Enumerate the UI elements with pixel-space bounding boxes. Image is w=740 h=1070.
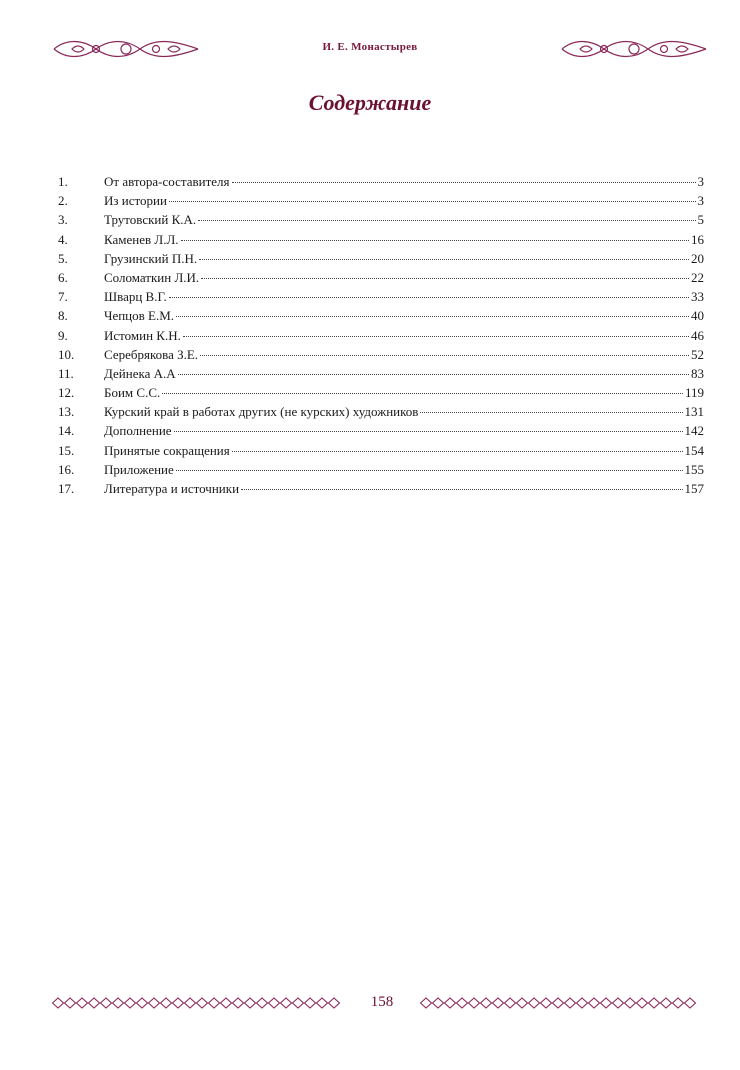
toc-entry-number: 9. <box>58 327 68 343</box>
toc-entry-label: Курский край в работах других (не курских) художников <box>104 404 419 420</box>
toc-dot-leader <box>176 316 689 317</box>
toc-dot-leader <box>162 393 683 394</box>
toc-entry-page: 154 <box>684 442 704 458</box>
page-number: 158 <box>370 994 394 1010</box>
toc-entry-label: Серебрякова З.Е. <box>104 346 199 362</box>
toc-entry-label: От автора-составителя <box>104 174 230 189</box>
toc-entry-page: 119 <box>684 385 704 401</box>
toc-dot-leader <box>176 470 683 471</box>
toc-dot-leader <box>420 412 682 413</box>
toc-entry <box>58 212 704 231</box>
toc-dot-leader <box>174 431 683 432</box>
toc-entry-label: Истомин К.Н. <box>104 327 181 343</box>
toc-entry-number: 11. <box>58 365 74 381</box>
toc-entry <box>58 251 704 270</box>
toc-entry-number: 8. <box>58 308 68 324</box>
toc-entry <box>58 481 704 500</box>
toc-entry-label: Шварц В.Г. <box>104 289 167 305</box>
toc-entry-number: 1. <box>58 174 68 189</box>
scroll-flourish-icon <box>560 36 708 62</box>
toc-entry-number: 6. <box>58 269 68 285</box>
toc-dot-leader <box>178 374 689 375</box>
toc-entry-page: 46 <box>691 327 704 343</box>
toc-entry-page: 52 <box>691 346 704 362</box>
toc-dot-leader <box>200 355 689 356</box>
toc-entry <box>58 443 704 462</box>
toc-entry-label: Каменев Л.Л. <box>104 231 179 247</box>
toc-entry-number: 12. <box>58 385 75 401</box>
toc-dot-leader <box>232 182 696 183</box>
toc-entry-number: 10. <box>58 346 75 362</box>
diamond-chain-icon <box>420 996 702 1010</box>
toc-dot-leader <box>199 259 689 260</box>
toc-entry-page: 5 <box>697 212 704 228</box>
toc-entry-label: Приложение <box>104 461 174 477</box>
toc-entry <box>58 232 704 251</box>
toc-entry-label: Соломаткин Л.И. <box>104 269 200 285</box>
page-title: Содержание <box>308 90 432 115</box>
toc-dot-leader <box>241 489 682 490</box>
toc-entry <box>58 308 704 327</box>
toc-entry-label: Дейнека А.А <box>104 365 176 381</box>
toc-entry-label: Боим С.С. <box>104 385 161 401</box>
toc-dot-leader <box>183 336 689 337</box>
toc-entry-page: 83 <box>691 365 704 381</box>
toc-entry-number: 3. <box>58 212 68 228</box>
toc-entry-page: 16 <box>691 231 704 247</box>
toc-entry-page: 3 <box>697 193 704 209</box>
toc-entry-number: 16. <box>58 461 75 477</box>
toc-entry <box>58 347 704 366</box>
toc-entry-page: 3 <box>697 174 704 189</box>
toc-entry-label: Дополнение <box>104 423 172 439</box>
toc-dot-leader <box>198 220 695 221</box>
toc-entry-number: 15. <box>58 442 75 458</box>
toc-entry-page: 142 <box>684 423 704 439</box>
toc-dot-leader <box>232 451 683 452</box>
toc-entry-page: 155 <box>684 461 704 477</box>
toc-entry <box>58 328 704 347</box>
toc-entry-label: Принятые сокращения <box>104 442 230 458</box>
toc-entry-label: Литература и источники <box>104 481 240 496</box>
toc-entry <box>58 404 704 423</box>
toc-entry <box>58 462 704 481</box>
toc-entry <box>58 174 704 193</box>
toc-entry-page: 22 <box>691 269 704 285</box>
toc-entry-label: Грузинский П.Н. <box>104 250 198 266</box>
toc-entry-page: 20 <box>691 250 704 266</box>
diamond-chain-icon <box>52 996 344 1010</box>
toc-entry-label: Чепцов Е.М. <box>104 308 175 324</box>
toc-entry <box>58 289 704 308</box>
toc-entry-page: 33 <box>691 289 704 305</box>
toc-entry-number: 7. <box>58 289 68 305</box>
toc-entry-page: 40 <box>691 308 704 324</box>
toc-entry <box>58 423 704 442</box>
toc-entry-label: Трутовский К.А. <box>104 212 197 228</box>
toc-entry-number: 5. <box>58 250 68 266</box>
toc-dot-leader <box>201 278 689 279</box>
toc-entry-label: Из истории <box>104 193 167 209</box>
toc-entry-number: 17. <box>58 481 75 496</box>
toc-entry <box>58 193 704 212</box>
toc-dot-leader <box>169 201 696 202</box>
toc-dot-leader <box>169 297 689 298</box>
table-of-contents <box>58 174 704 500</box>
toc-entry-number: 14. <box>58 423 75 439</box>
toc-entry-number: 13. <box>58 404 75 420</box>
toc-entry <box>58 366 704 385</box>
toc-entry-number: 4. <box>58 231 68 247</box>
toc-dot-leader <box>181 240 689 241</box>
toc-entry <box>58 270 704 289</box>
toc-entry-page: 131 <box>684 404 704 420</box>
toc-entry <box>58 385 704 404</box>
toc-entry-number: 2. <box>58 193 68 209</box>
toc-entry-page: 157 <box>684 481 704 496</box>
running-header-author: И. Е. Монастырев <box>322 41 418 53</box>
